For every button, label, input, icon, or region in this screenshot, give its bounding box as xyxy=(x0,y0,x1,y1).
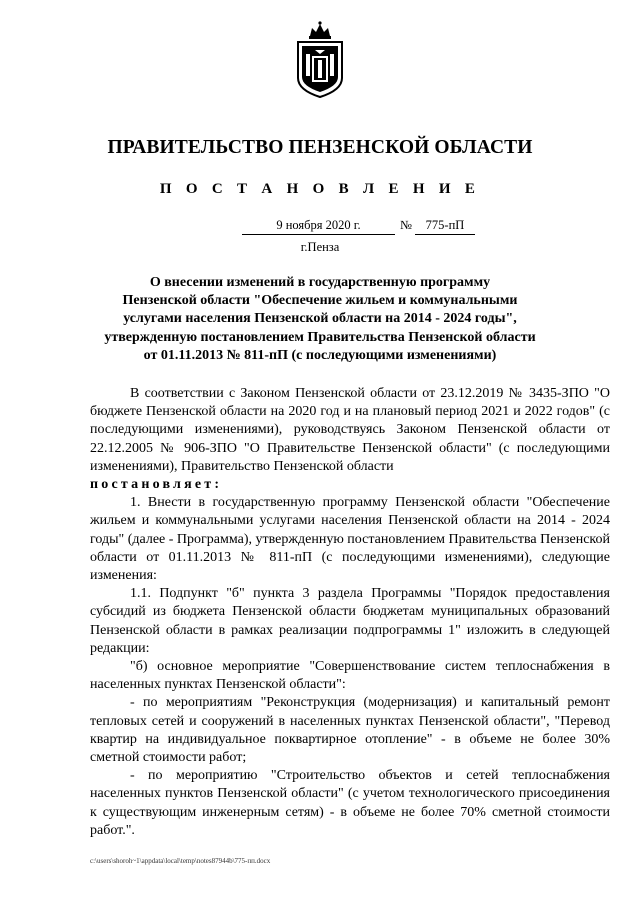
resolves-word xyxy=(90,476,610,494)
dash-item-2-paragraph: - по мероприятию "Строительство объектов и сетей теплоснабжения населенных пунктов Пензенской области" (с учетом технологического присоединения к существующим инженерным сетям) - в объеме не более 70% сметной стоимости работ.". xyxy=(90,768,610,838)
government-title: ПРАВИТЕЛЬСТВО ПЕНЗЕНСКОЙ ОБЛАСТИ xyxy=(107,137,533,158)
subject-line: О внесении изменений в государственную программу xyxy=(149,275,491,290)
document-date: 9 ноября 2020 г. xyxy=(242,218,395,235)
document-city: г.Пенза xyxy=(300,240,340,254)
penza-coat-of-arms-emblem xyxy=(292,20,348,100)
clause-1-paragraph: 1. Внести в государственную программу Пензенской области "Обеспечение жильем и коммунальными услугами населения Пензенской области на 2014 - 2024 годы" (далее - Программа), утвержденную постановлением Правительства Пензенской области от 01.11.2013 № 811-пП (с последующими изменениями), следующие изменения: xyxy=(90,495,610,584)
document-body xyxy=(90,385,610,840)
footer-file-path: c:\users\shoroh~1\appdata\local\temp\notes87944b\775-пп.docx xyxy=(90,857,271,865)
document-type: П О С Т А Н О В Л Е Н И Е xyxy=(159,181,481,197)
subject-line: услугами населения Пензенской области на 2014 - 2024 годы", xyxy=(123,311,517,327)
subject-line: утвержденную постановлением Правительства Пензенской области xyxy=(104,329,536,345)
subclause-b-paragraph: "б) основное мероприятие "Совершенствование систем теплоснабжения в населенных пунктах Пензенской области": xyxy=(90,659,610,693)
clause-1-1-paragraph: 1.1. Подпункт "б" пункта 3 раздела Программы "Порядок предоставления субсидий из бюджета Пензенской области бюджетам муниципальных образований Пензенской области в рамках реализации подпрограммы 1" изложить в следующей редакции: xyxy=(90,586,610,656)
resolves-word-text: постановляет: xyxy=(90,477,223,493)
document-subject xyxy=(90,274,550,365)
dash-item-1-paragraph: - по мероприятиям "Реконструкция (модернизация) и капитальный ремонт тепловых сетей и сооружений в населенных пунктах Пензенской области", "Перевод квартир на индивидуальное поквартирное отопление" - в объеме не более 30% сметной стоимости работ; xyxy=(90,695,610,766)
subject-line: от 01.11.2013 № 811-пП (с последующими изменениями) xyxy=(143,347,497,363)
subject-line: Пензенской области "Обеспечение жильем и коммунальными xyxy=(122,293,518,309)
document-number: 775-пП xyxy=(415,218,475,235)
number-sign: № xyxy=(400,218,412,232)
preamble-paragraph: В соответствии с Законом Пензенской области от 23.12.2019 № 3435-ЗПО "О бюджете Пензенской области на 2020 год и на плановый период 2021 и 2022 годов" (с последующими изменениями), руководствуясь Законом Пензенской области от 22.12.2005 № 906-ЗПО "О Правительстве Пензенской области" (с последующими изменениями), Правительство Пензенской области xyxy=(90,386,610,474)
